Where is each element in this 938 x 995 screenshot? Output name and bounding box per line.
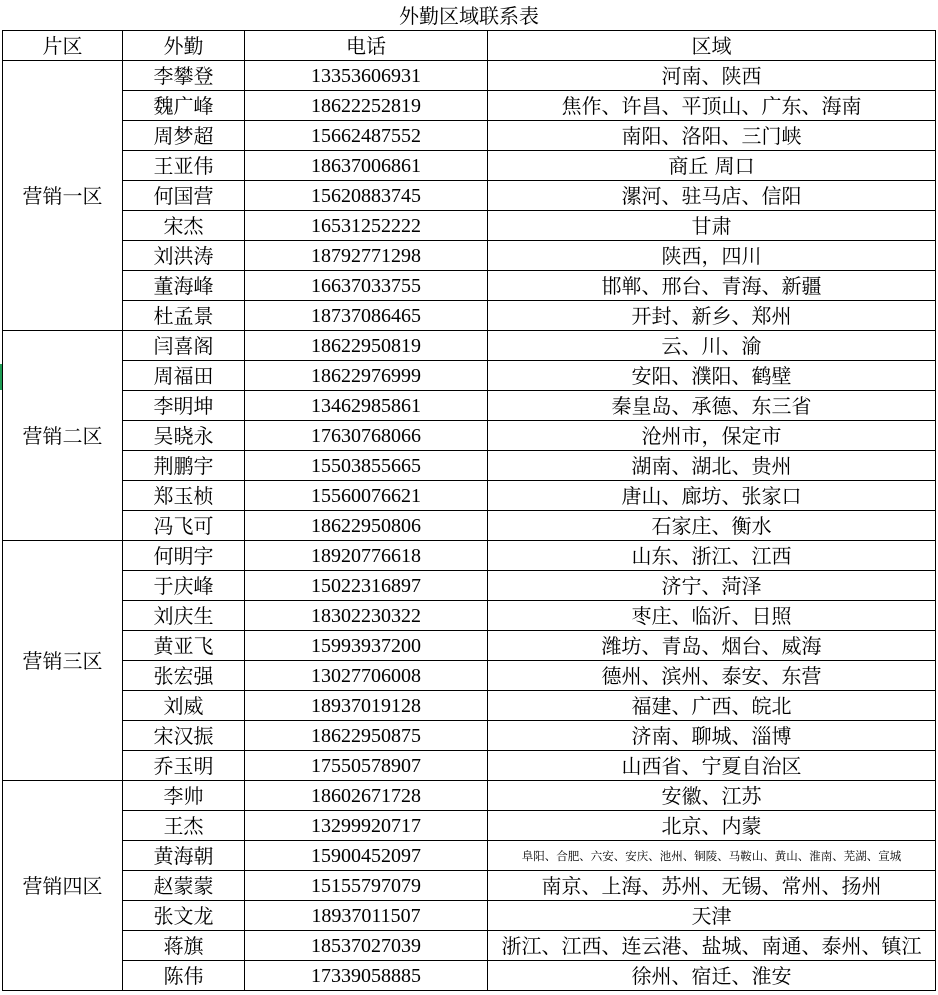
staff-name-cell[interactable]: 张文龙 — [123, 901, 245, 931]
area-cell[interactable]: 北京、内蒙 — [488, 811, 936, 841]
phone-cell[interactable]: 18622252819 — [245, 91, 488, 121]
table-row — [3, 631, 936, 661]
phone-cell[interactable]: 18622950819 — [245, 331, 488, 361]
table-row — [3, 841, 936, 871]
area-cell[interactable]: 阜阳、合肥、六安、安庆、池州、铜陵、马鞍山、黄山、淮南、芜湖、宣城 — [488, 841, 936, 871]
phone-cell[interactable]: 16637033755 — [245, 271, 488, 301]
area-cell[interactable]: 山东、浙江、江西 — [488, 541, 936, 571]
staff-name-cell[interactable]: 李攀登 — [123, 61, 245, 91]
table-row — [3, 181, 936, 211]
area-cell[interactable]: 山西省、宁夏自治区 — [488, 751, 936, 781]
table-row — [3, 391, 936, 421]
zone-cell[interactable]: 营销二区 — [3, 331, 123, 541]
table-row — [3, 271, 936, 301]
phone-cell[interactable]: 18937011507 — [245, 901, 488, 931]
area-cell[interactable]: 河南、陕西 — [488, 61, 936, 91]
table-title[interactable]: 外勤区域联系表 — [3, 2, 936, 31]
staff-name-cell[interactable]: 宋杰 — [123, 211, 245, 241]
staff-name-cell[interactable]: 于庆峰 — [123, 571, 245, 601]
staff-name-cell[interactable]: 何明宇 — [123, 541, 245, 571]
phone-cell[interactable]: 17339058885 — [245, 961, 488, 991]
table-row — [3, 121, 936, 151]
table-row — [3, 811, 936, 841]
area-cell[interactable]: 枣庄、临沂、日照 — [488, 601, 936, 631]
area-cell[interactable]: 邯郸、邢台、青海、新疆 — [488, 271, 936, 301]
staff-name-cell[interactable]: 杜孟景 — [123, 301, 245, 331]
area-cell[interactable]: 南阳、洛阳、三门峡 — [488, 121, 936, 151]
staff-name-cell[interactable]: 乔玉明 — [123, 751, 245, 781]
area-cell[interactable]: 焦作、许昌、平顶山、广东、海南 — [488, 91, 936, 121]
phone-cell[interactable]: 16531252222 — [245, 211, 488, 241]
table-row — [3, 91, 936, 121]
staff-name-cell[interactable]: 陈伟 — [123, 961, 245, 991]
table-row — [3, 901, 936, 931]
staff-name-cell[interactable]: 闫喜阁 — [123, 331, 245, 361]
phone-cell[interactable]: 15900452097 — [245, 841, 488, 871]
table-row — [3, 451, 936, 481]
staff-name-cell[interactable]: 周福田 — [123, 361, 245, 391]
phone-cell[interactable]: 18937019128 — [245, 691, 488, 721]
area-cell[interactable]: 沧州市，保定市 — [488, 421, 936, 451]
table-row — [3, 61, 936, 91]
staff-name-cell[interactable]: 王亚伟 — [123, 151, 245, 181]
staff-name-cell[interactable]: 宋汉振 — [123, 721, 245, 751]
table-row — [3, 661, 936, 691]
phone-cell[interactable]: 18302230322 — [245, 601, 488, 631]
table-row — [3, 931, 936, 961]
table-row — [3, 151, 936, 181]
header-cell-phone[interactable]: 电话 — [245, 31, 488, 61]
area-cell[interactable]: 浙江、江西、连云港、盐城、南通、泰州、镇江 — [488, 931, 936, 961]
title-row — [3, 2, 936, 31]
staff-name-cell[interactable]: 黄亚飞 — [123, 631, 245, 661]
header-cell-area[interactable]: 区域 — [488, 31, 936, 61]
staff-name-cell[interactable]: 蒋旗 — [123, 931, 245, 961]
phone-cell[interactable]: 18920776618 — [245, 541, 488, 571]
table-row — [3, 601, 936, 631]
table-row — [3, 361, 936, 391]
table-row — [3, 781, 936, 811]
table-row — [3, 691, 936, 721]
phone-cell[interactable]: 13299920717 — [245, 811, 488, 841]
area-cell[interactable]: 开封、新乡、郑州 — [488, 301, 936, 331]
phone-cell[interactable]: 18602671728 — [245, 781, 488, 811]
phone-cell[interactable]: 13462985861 — [245, 391, 488, 421]
staff-name-cell[interactable]: 李明坤 — [123, 391, 245, 421]
staff-name-cell[interactable]: 刘洪涛 — [123, 241, 245, 271]
table-row — [3, 961, 936, 991]
area-cell[interactable]: 天津 — [488, 901, 936, 931]
area-cell[interactable]: 唐山、廊坊、张家口 — [488, 481, 936, 511]
header-row — [3, 31, 936, 61]
area-cell[interactable]: 潍坊、青岛、烟台、威海 — [488, 631, 936, 661]
table-row — [3, 511, 936, 541]
area-cell[interactable]: 秦皇岛、承德、东三省 — [488, 391, 936, 421]
area-cell[interactable]: 济宁、菏泽 — [488, 571, 936, 601]
table-row — [3, 541, 936, 571]
zone-cell[interactable]: 营销一区 — [3, 61, 123, 331]
area-cell[interactable]: 徐州、宿迁、淮安 — [488, 961, 936, 991]
phone-cell[interactable]: 17630768066 — [245, 421, 488, 451]
staff-name-cell[interactable]: 李帅 — [123, 781, 245, 811]
table-row — [3, 331, 936, 361]
phone-cell[interactable]: 15560076621 — [245, 481, 488, 511]
staff-name-cell[interactable]: 何国营 — [123, 181, 245, 211]
area-cell[interactable]: 陕西，四川 — [488, 241, 936, 271]
staff-name-cell[interactable]: 王杰 — [123, 811, 245, 841]
phone-cell[interactable]: 13353606931 — [245, 61, 488, 91]
contact-table — [2, 2, 936, 991]
zone-cell[interactable]: 营销三区 — [3, 541, 123, 781]
phone-cell[interactable]: 18537027039 — [245, 931, 488, 961]
phone-cell[interactable]: 15022316897 — [245, 571, 488, 601]
zone-cell[interactable]: 营销四区 — [3, 781, 123, 991]
area-cell[interactable]: 湖南、湖北、贵州 — [488, 451, 936, 481]
phone-cell[interactable]: 17550578907 — [245, 751, 488, 781]
table-row — [3, 301, 936, 331]
phone-cell[interactable]: 15620883745 — [245, 181, 488, 211]
phone-cell[interactable]: 15662487552 — [245, 121, 488, 151]
phone-cell[interactable]: 18737086465 — [245, 301, 488, 331]
area-cell[interactable]: 石家庄、衡水 — [488, 511, 936, 541]
table-row — [3, 241, 936, 271]
phone-cell[interactable]: 18622950875 — [245, 721, 488, 751]
area-cell[interactable]: 福建、广西、皖北 — [488, 691, 936, 721]
staff-name-cell[interactable]: 董海峰 — [123, 271, 245, 301]
table-row — [3, 481, 936, 511]
staff-name-cell[interactable]: 赵蒙蒙 — [123, 871, 245, 901]
staff-name-cell[interactable]: 郑玉桢 — [123, 481, 245, 511]
table-row — [3, 721, 936, 751]
staff-name-cell[interactable]: 刘庆生 — [123, 601, 245, 631]
phone-cell[interactable]: 18622976999 — [245, 361, 488, 391]
area-cell[interactable]: 济南、聊城、淄博 — [488, 721, 936, 751]
area-cell[interactable]: 南京、上海、苏州、无锡、常州、扬州 — [488, 871, 936, 901]
staff-name-cell[interactable]: 黄海朝 — [123, 841, 245, 871]
area-cell[interactable]: 德州、滨州、泰安、东营 — [488, 661, 936, 691]
phone-cell[interactable]: 13027706008 — [245, 661, 488, 691]
staff-name-cell[interactable]: 冯飞可 — [123, 511, 245, 541]
phone-cell[interactable]: 18792771298 — [245, 241, 488, 271]
staff-name-cell[interactable]: 荆鹏宇 — [123, 451, 245, 481]
phone-cell[interactable]: 15993937200 — [245, 631, 488, 661]
area-cell[interactable]: 安徽、江苏 — [488, 781, 936, 811]
phone-cell[interactable]: 18622950806 — [245, 511, 488, 541]
table-row — [3, 211, 936, 241]
area-cell[interactable]: 云、川、渝 — [488, 331, 936, 361]
area-cell[interactable]: 漯河、驻马店、信阳 — [488, 181, 936, 211]
header-cell-staff[interactable]: 外勤 — [123, 31, 245, 61]
area-cell[interactable]: 安阳、濮阳、鹤壁 — [488, 361, 936, 391]
staff-name-cell[interactable]: 张宏强 — [123, 661, 245, 691]
staff-name-cell[interactable]: 魏广峰 — [123, 91, 245, 121]
table-row — [3, 751, 936, 781]
phone-cell[interactable]: 15155797079 — [245, 871, 488, 901]
table-row — [3, 421, 936, 451]
area-cell[interactable]: 商丘 周口 — [488, 151, 936, 181]
area-cell[interactable]: 甘肃 — [488, 211, 936, 241]
table-row — [3, 871, 936, 901]
phone-cell[interactable]: 18637006861 — [245, 151, 488, 181]
staff-name-cell[interactable]: 吴晓永 — [123, 421, 245, 451]
phone-cell[interactable]: 15503855665 — [245, 451, 488, 481]
header-cell-zone[interactable]: 片区 — [3, 31, 123, 61]
table-row — [3, 571, 936, 601]
staff-name-cell[interactable]: 周梦超 — [123, 121, 245, 151]
staff-name-cell[interactable]: 刘威 — [123, 691, 245, 721]
